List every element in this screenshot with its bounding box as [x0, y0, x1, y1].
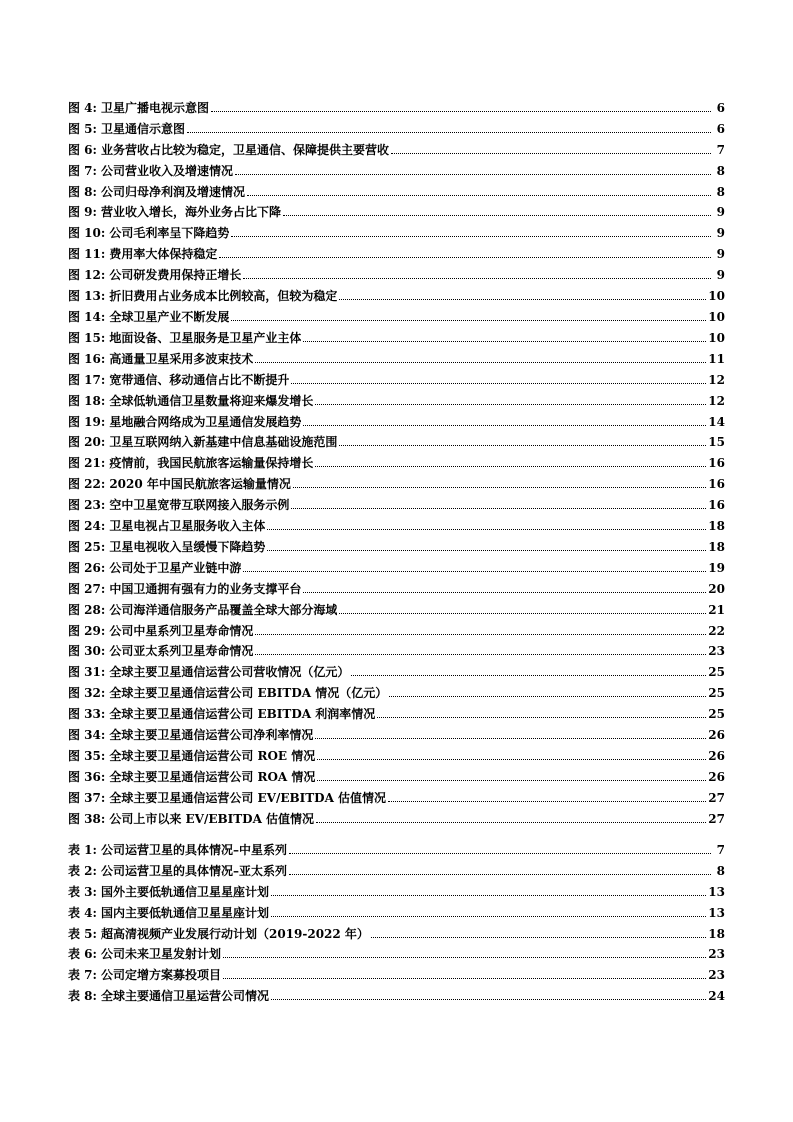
figure-entry[interactable]: [68, 157, 725, 178]
figure-entry-label: 图 14:: [68, 309, 106, 324]
table-entry[interactable]: [68, 982, 725, 1003]
figure-entry[interactable]: [68, 470, 725, 491]
table-entry-title[interactable]: 全球主要通信卫星运营公司情况: [100, 989, 269, 1004]
table-entry[interactable]: [68, 920, 725, 941]
dot-leader: [339, 299, 706, 300]
figure-entry-label: 图 6:: [68, 142, 97, 157]
table-entry-title[interactable]: 公司定增方案募投项目: [100, 968, 221, 983]
dot-leader: [247, 195, 711, 196]
figure-entry[interactable]: [68, 303, 725, 324]
figure-entry-title[interactable]: 卫星电视收入呈缓慢下降趋势: [109, 539, 266, 554]
dot-leader: [293, 487, 706, 488]
figure-entry-page-number[interactable]: 19: [708, 560, 725, 575]
figure-entry-title[interactable]: 公司上市以来 EV/EBITDA 估值情况: [109, 811, 315, 826]
figure-entry-label: 图 21:: [68, 456, 106, 471]
figure-entry[interactable]: [68, 784, 725, 805]
figure-entry-label: 图 29:: [68, 623, 106, 638]
dot-leader: [231, 320, 706, 321]
figure-entry-page-number[interactable]: 8: [716, 184, 725, 199]
dot-leader: [223, 978, 706, 979]
table-entry[interactable]: [68, 941, 725, 962]
figure-entry-label: 图 11:: [68, 247, 106, 262]
dot-leader: [187, 132, 711, 133]
table-entry[interactable]: [68, 899, 725, 920]
figure-entry-title[interactable]: 公司海洋通信服务产品覆盖全球大部分海域: [109, 602, 338, 617]
table-entry-title[interactable]: 超高清视频产业发展行动计划（2019-2022 年）: [100, 926, 369, 941]
table-entry-label: 表 7:: [68, 968, 97, 983]
dot-leader: [291, 383, 706, 384]
table-entry-title[interactable]: 公司运营卫星的具体情况–亚太系列: [100, 863, 287, 878]
figure-entry[interactable]: [68, 763, 725, 784]
table-entry-title[interactable]: 公司运营卫星的具体情况–中星系列: [100, 842, 287, 857]
figure-entry-title[interactable]: 卫星通信示意图: [100, 121, 185, 136]
figure-entry-page-number[interactable]: 26: [708, 749, 725, 763]
dot-leader: [303, 425, 706, 426]
figure-entry[interactable]: [68, 700, 725, 721]
figure-entry-title[interactable]: 全球主要卫星通信运营公司 ROA 情况: [109, 769, 316, 784]
figure-entry[interactable]: [68, 658, 725, 679]
table-entry-title[interactable]: 国内主要低轨通信卫星星座计划: [100, 905, 269, 920]
figure-entry-label: 图 13:: [68, 289, 106, 304]
table-entry-page-number[interactable]: 8: [716, 863, 725, 878]
figure-entry-title[interactable]: 公司处于卫星产业链中游: [109, 560, 242, 575]
figure-entry-page-number[interactable]: 22: [708, 623, 725, 638]
dot-leader: [303, 341, 706, 342]
dot-leader: [291, 508, 706, 509]
dot-leader: [219, 257, 711, 258]
figure-entry[interactable]: [68, 366, 725, 387]
table-entry-label: 表 4:: [68, 905, 97, 920]
dot-leader: [389, 696, 706, 697]
figure-entry-label: 图 17:: [68, 372, 106, 387]
table-entry-title[interactable]: 公司未来卫星发射计划: [100, 947, 221, 962]
figure-entry-page-number[interactable]: 10: [708, 309, 725, 324]
figure-entry-label: 图 22:: [68, 477, 106, 492]
dot-leader: [388, 801, 706, 802]
figure-entry-label: 图 9:: [68, 205, 97, 220]
figure-entry-page-number[interactable]: 25: [708, 665, 725, 680]
figure-entry-label: 图 4:: [68, 100, 97, 115]
figure-entry-title[interactable]: 全球主要卫星通信运营公司营收情况（亿元）: [109, 665, 350, 680]
table-entry[interactable]: [68, 961, 725, 982]
figure-entry-page-number[interactable]: 6: [716, 121, 725, 136]
figure-entry-page-number[interactable]: 10: [708, 330, 725, 345]
figure-index: [68, 94, 725, 826]
figure-entry[interactable]: [68, 240, 725, 261]
dot-leader: [255, 362, 706, 363]
figure-entry-label: 图 30:: [68, 644, 106, 659]
figure-entry-title[interactable]: 折旧费用占业务成本比例较高，但较为稳定: [109, 289, 338, 304]
dot-leader: [283, 215, 711, 216]
figure-entry-title[interactable]: 中国卫通拥有强有力的业务支撑平台: [109, 581, 302, 596]
figure-entry[interactable]: [68, 679, 725, 700]
dot-leader: [315, 466, 706, 467]
figure-entry[interactable]: [68, 261, 725, 282]
dot-leader: [351, 675, 706, 676]
figure-entry[interactable]: [68, 596, 725, 617]
figure-entry-label: 图 27:: [68, 581, 106, 596]
dot-leader: [271, 895, 706, 896]
table-entry-page-number[interactable]: 7: [716, 842, 725, 857]
figure-entry[interactable]: [68, 178, 725, 199]
figure-entry-page-number[interactable]: 20: [708, 581, 725, 596]
figure-entry-label: 图 8:: [68, 184, 97, 199]
figure-entry-page-number[interactable]: 16: [708, 477, 725, 492]
figure-entry-label: 图 18:: [68, 393, 106, 408]
figure-entry-label: 图 32:: [68, 686, 106, 701]
figure-entry[interactable]: [68, 219, 725, 240]
figure-entry-title[interactable]: 公司营业收入及增速情况: [100, 163, 233, 178]
dot-leader: [271, 916, 706, 917]
dot-leader: [315, 404, 706, 405]
table-entry-page-number[interactable]: 13: [708, 905, 725, 920]
dot-leader: [339, 613, 706, 614]
figure-entry-page-number[interactable]: 14: [708, 414, 725, 429]
figure-entry[interactable]: [68, 115, 725, 136]
dot-leader: [235, 174, 711, 175]
table-entry-page-number[interactable]: 23: [708, 968, 725, 983]
figure-entry-label: 图 36:: [68, 769, 106, 784]
figure-entry-title[interactable]: 卫星电视占卫星服务收入主体: [109, 519, 266, 534]
figure-entry-page-number[interactable]: 16: [708, 498, 725, 513]
dot-leader: [289, 874, 711, 875]
table-index: [68, 836, 725, 1003]
figure-entry-title[interactable]: 宽带通信、移动通信占比不断提升: [109, 372, 290, 387]
table-entry-label: 表 3:: [68, 884, 97, 899]
figure-entry-label: 图 33:: [68, 707, 106, 722]
figure-entry-title[interactable]: 公司归母净利润及增速情况: [100, 184, 245, 199]
figure-entry[interactable]: [68, 638, 725, 659]
figure-entry-title[interactable]: 公司研发费用保持正增长: [109, 268, 242, 283]
figure-entry-title[interactable]: 地面设备、卫星服务是卫星产业主体: [109, 330, 302, 345]
figure-entry[interactable]: [68, 721, 725, 742]
dot-leader: [316, 822, 706, 823]
dot-leader: [243, 571, 706, 572]
figure-entry-title[interactable]: 全球主要卫星通信运营公司 EBITDA 利润率情况: [109, 707, 376, 722]
dot-leader: [377, 717, 706, 718]
table-entry-label: 表 5:: [68, 926, 97, 941]
figure-entry[interactable]: [68, 408, 725, 429]
dot-leader: [317, 780, 706, 781]
dot-leader: [223, 957, 706, 958]
figure-entry-page-number[interactable]: 15: [708, 435, 725, 450]
figure-entry-page-number[interactable]: 18: [708, 539, 725, 554]
figure-entry-label: 图 24:: [68, 519, 106, 534]
figure-entry-title[interactable]: 卫星广播电视示意图: [100, 100, 209, 115]
figure-entry-page-number[interactable]: 9: [716, 205, 725, 220]
figure-entry[interactable]: [68, 345, 725, 366]
table-entry-label: 表 1:: [68, 842, 97, 857]
dot-leader: [315, 738, 706, 739]
figure-entry[interactable]: [68, 387, 725, 408]
figure-entry-page-number[interactable]: 9: [716, 226, 725, 241]
figure-entry-label: 图 25:: [68, 539, 106, 554]
figure-entry-label: 图 15:: [68, 330, 106, 345]
figure-entry-page-number[interactable]: 10: [708, 289, 725, 304]
figure-entry-page-number[interactable]: 25: [708, 686, 725, 701]
figure-entry-title[interactable]: 营业收入增长，海外业务占比下降: [100, 205, 281, 220]
figure-entry-page-number[interactable]: 9: [716, 268, 725, 283]
table-entry[interactable]: [68, 878, 725, 899]
figure-entry[interactable]: [68, 742, 725, 763]
dot-leader: [303, 592, 706, 593]
table-entry[interactable]: [68, 857, 725, 878]
figure-entry-label: 图 26:: [68, 560, 106, 575]
figure-entry-title[interactable]: 全球主要卫星通信运营公司 EBITDA 情况（亿元）: [109, 686, 388, 701]
dot-leader: [267, 550, 706, 551]
figure-entry-label: 图 23:: [68, 498, 106, 513]
figure-entry-label: 图 12:: [68, 268, 106, 283]
figure-entry-label: 图 31:: [68, 665, 106, 680]
figure-entry-title[interactable]: 全球主要卫星通信运营公司净利率情况: [109, 728, 314, 743]
figure-entry[interactable]: [68, 429, 725, 450]
table-entry-page-number[interactable]: 23: [708, 947, 725, 962]
dot-leader: [211, 111, 711, 112]
dot-leader: [255, 654, 706, 655]
figure-entry-page-number[interactable]: 9: [716, 247, 725, 262]
figure-entry-title[interactable]: 公司中星系列卫星寿命情况: [109, 623, 254, 638]
figure-entry-title[interactable]: 疫情前，我国民航旅客运输量保持增长: [109, 456, 314, 471]
figure-entry-title[interactable]: 全球卫星产业不断发展: [109, 309, 230, 324]
figure-entry-title[interactable]: 业务营收占比较为稳定，卫星通信、保障提供主要营收: [100, 142, 389, 157]
figure-entry-page-number[interactable]: 18: [708, 519, 725, 534]
figure-entry-title[interactable]: 全球低轨通信卫星数量将迎来爆发增长: [109, 393, 314, 408]
figure-entry[interactable]: [68, 324, 725, 345]
table-entry-label: 表 8:: [68, 989, 97, 1004]
figure-entry-page-number[interactable]: 26: [708, 769, 725, 784]
figure-entry-title[interactable]: 2020 年中国民航旅客运输量情况: [109, 477, 291, 492]
figure-entry[interactable]: [68, 136, 725, 157]
figure-entry-label: 图 37:: [68, 790, 106, 805]
dot-leader: [289, 853, 711, 854]
figure-entry-label: 图 5:: [68, 121, 97, 136]
dot-leader: [243, 278, 711, 279]
figure-entry-title[interactable]: 卫星互联网纳入新基建中信息基础设施范围: [109, 435, 338, 450]
figure-entry-label: 图 16:: [68, 351, 106, 366]
dot-leader: [271, 999, 706, 1000]
table-entry-page-number[interactable]: 13: [708, 884, 725, 899]
figure-entry[interactable]: [68, 94, 725, 115]
figure-entry[interactable]: [68, 805, 725, 826]
table-entry-label: 表 2:: [68, 863, 97, 878]
figure-entry-title[interactable]: 星地融合网络成为卫星通信发展趋势: [109, 414, 302, 429]
figure-entry-page-number[interactable]: 7: [716, 142, 725, 157]
figure-entry-label: 图 20:: [68, 435, 106, 450]
dot-leader: [391, 153, 711, 154]
figure-entry-title[interactable]: 全球主要卫星通信运营公司 EV/EBITDA 估值情况: [109, 790, 387, 805]
table-entry-title[interactable]: 国外主要低轨通信卫星星座计划: [100, 884, 269, 899]
dot-leader: [267, 529, 706, 530]
figure-entry-page-number[interactable]: 21: [708, 602, 725, 617]
figure-entry-page-number[interactable]: 16: [708, 456, 725, 471]
figure-entry[interactable]: [68, 575, 725, 596]
figure-entry-label: 图 7:: [68, 163, 97, 178]
table-entry-label: 表 6:: [68, 947, 97, 962]
figure-entry-label: 图 34:: [68, 728, 106, 743]
table-entry-page-number[interactable]: 24: [708, 989, 725, 1004]
figure-entry[interactable]: [68, 512, 725, 533]
figure-entry-page-number[interactable]: 6: [716, 100, 725, 115]
figure-entry-page-number[interactable]: 8: [716, 163, 725, 178]
figure-entry-label: 图 38:: [68, 811, 106, 826]
figure-entry-label: 图 19:: [68, 414, 106, 429]
figure-entry-title[interactable]: 全球主要卫星通信运营公司 ROE 情况: [109, 749, 316, 763]
figure-entry-title[interactable]: 公司毛利率呈下降趋势: [109, 226, 230, 241]
figure-entry-page-number[interactable]: 12: [708, 393, 725, 408]
figure-entry-title[interactable]: 公司亚太系列卫星寿命情况: [109, 644, 254, 659]
figure-entry-title[interactable]: 高通量卫星采用多波束技术: [109, 351, 254, 366]
figure-entry[interactable]: [68, 449, 725, 470]
figure-entry[interactable]: [68, 554, 725, 575]
figure-entry-label: 图 10:: [68, 226, 106, 241]
dot-leader: [255, 634, 706, 635]
figure-entry-page-number[interactable]: 26: [708, 728, 725, 743]
table-entry-page-number[interactable]: 18: [708, 926, 725, 941]
figure-entry-label: 图 28:: [68, 602, 106, 617]
figure-entry[interactable]: [68, 533, 725, 554]
dot-leader: [371, 937, 706, 938]
figure-entry-page-number[interactable]: 11: [708, 351, 725, 366]
figure-entry-page-number[interactable]: 12: [708, 372, 725, 387]
figure-entry-page-number[interactable]: 23: [708, 644, 725, 659]
figure-entry-label: 图 35:: [68, 749, 106, 763]
figure-entry-page-number[interactable]: 27: [708, 811, 725, 826]
figure-entry-title[interactable]: 费用率大体保持稳定: [109, 247, 218, 262]
figure-entry[interactable]: [68, 282, 725, 303]
figure-entry-page-number[interactable]: 25: [708, 707, 725, 722]
figure-entry[interactable]: [68, 199, 725, 220]
figure-entry-page-number[interactable]: 27: [708, 790, 725, 805]
dot-leader: [231, 236, 711, 237]
figure-entry-title[interactable]: 空中卫星宽带互联网接入服务示例: [109, 498, 290, 513]
dot-leader: [339, 445, 706, 446]
table-entry[interactable]: [68, 836, 725, 857]
figure-entry[interactable]: [68, 491, 725, 512]
figure-entry[interactable]: [68, 617, 725, 638]
dot-leader: [317, 759, 706, 760]
